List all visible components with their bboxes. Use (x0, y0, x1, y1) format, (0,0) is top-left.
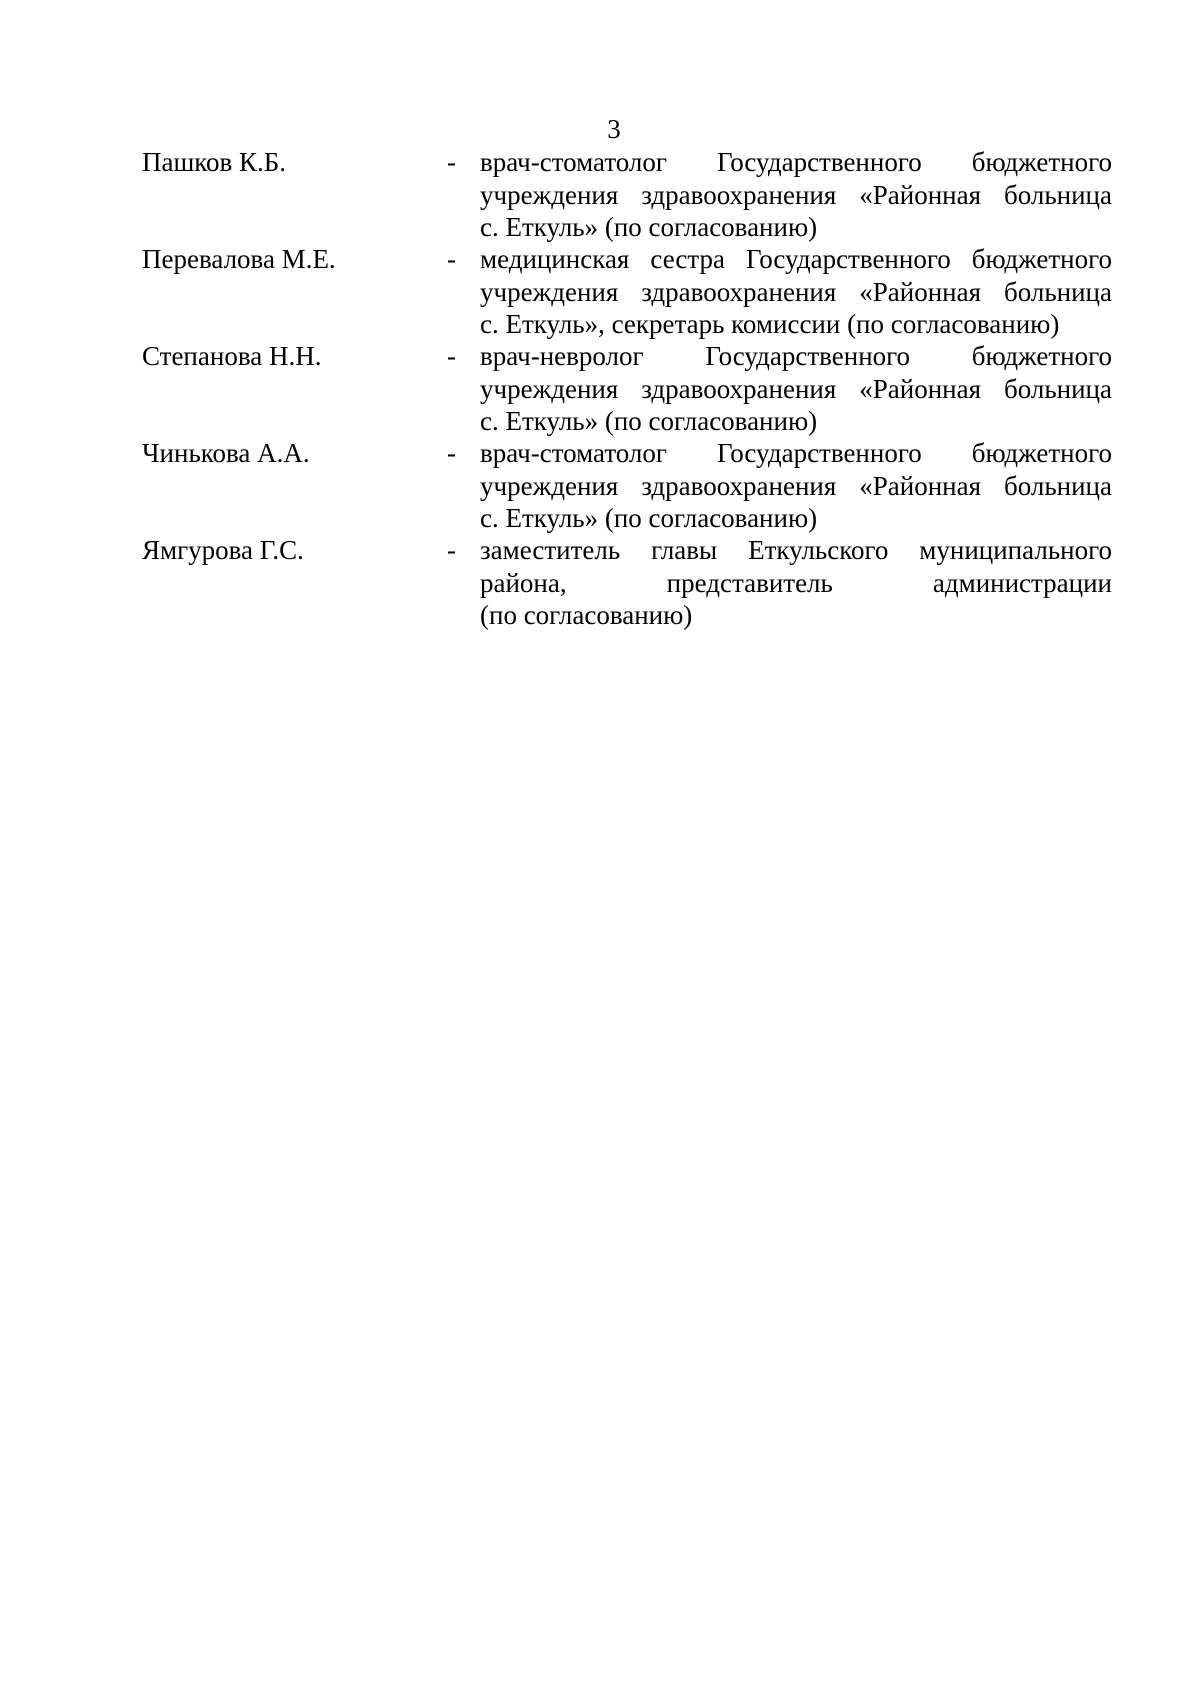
member-description (480, 243, 1112, 341)
description-line: учреждения здравоохранения «Районная больница (480, 470, 1112, 501)
member-name: Ямгурова Г.С. (142, 535, 304, 565)
description-line: заместитель главы Еткульского муниципального (480, 535, 1112, 565)
member-name: Чинькова А.А. (142, 438, 310, 468)
description-line: с. Еткуль» (по согласованию) (480, 406, 818, 436)
page-number: 3 (607, 114, 621, 144)
member-name: Степанова Н.Н. (142, 341, 322, 371)
member-description (480, 437, 1112, 535)
description-line: с. Еткуль» (по согласованию) (480, 212, 818, 242)
member-dash: - (447, 147, 456, 177)
member-name: Перевалова М.Е. (142, 244, 336, 274)
description-line: учреждения здравоохранения «Районная больница (480, 179, 1112, 210)
member-row (142, 146, 1112, 243)
description-line: учреждения здравоохранения «Районная больница (480, 373, 1112, 404)
description-line: врач-стоматолог Государственного бюджетного (480, 438, 1112, 468)
description-line: с. Еткуль» (по согласованию) (480, 503, 818, 533)
member-description (480, 534, 1112, 632)
member-description (480, 146, 1112, 244)
member-dash: - (447, 244, 456, 274)
description-line: медицинская сестра Государственного бюджетного (480, 244, 1112, 274)
member-row (142, 243, 1112, 340)
member-row (142, 534, 1112, 631)
description-line: учреждения здравоохранения «Районная больница (480, 276, 1112, 307)
member-description (480, 340, 1112, 438)
description-line: (по согласованию) (480, 600, 693, 630)
member-dash: - (447, 438, 456, 468)
member-dash: - (447, 535, 456, 565)
description-line: с. Еткуль», секретарь комиссии (по согласованию) (480, 309, 1060, 339)
member-dash: - (447, 341, 456, 371)
members-list (142, 146, 1112, 631)
member-row (142, 340, 1112, 437)
member-row (142, 437, 1112, 534)
description-line: врач-стоматолог Государственного бюджетного (480, 147, 1112, 177)
member-name: Пашков К.Б. (142, 147, 287, 177)
description-line: врач-невролог Государственного бюджетного (480, 341, 1112, 371)
description-line: района, представитель администрации (480, 567, 1112, 598)
